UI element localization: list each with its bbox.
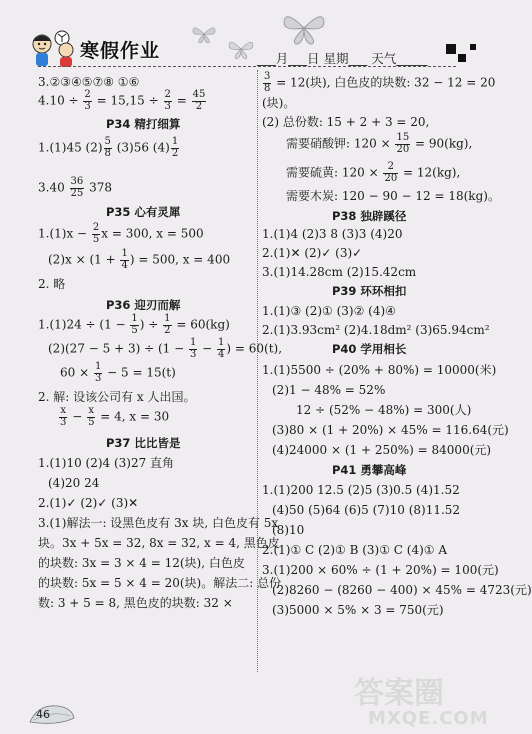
answer-line: 2. 略 <box>38 277 66 291</box>
answer-line: 2. 解: 设该公司有 x 人出国。 <box>38 390 196 404</box>
answer-line: 的块数: 3x = 3 × 4 = 12(块), 白色皮 <box>38 556 245 570</box>
corner-square-icon <box>446 44 456 54</box>
answer-line: 2.(1)✓ (2)✓ (3)✕ <box>38 496 139 510</box>
answer-line: (2)8260 − (8260 − 400) × 45% = 4723(元) <box>272 583 532 597</box>
answer-line: 2.(1)① C (2)① B (3)① C (4)① A <box>262 543 448 557</box>
answer-line: 需要硝酸钾: 120 × $\frac{15}{20}$ = 90(kg), <box>286 132 473 155</box>
answer-line: 1.(1)4 (2)3 8 (3)3 (4)20 <box>262 227 403 241</box>
answer-line: 需要硫黄: 120 × $\frac{2}{20}$ = 12(kg), <box>286 161 461 184</box>
corner-square-icon <box>470 44 476 50</box>
answer-line: 3.(1)14.28cm (2)15.42cm <box>262 265 417 279</box>
answer-line: 数: 3 + 5 = 8, 黑色皮的块数: 32 × <box>38 596 233 610</box>
answer-line: $\frac{x}{3}$ − $\frac{x}{5}$ = 4, x = 30 <box>60 405 170 428</box>
answer-line: 1.(1)10 (2)4 (3)27 直角 <box>38 456 175 470</box>
section-heading-p39: P39 环环相扣 <box>332 284 407 298</box>
answer-line: 3.②③④⑤⑦⑧ ①⑥ <box>38 75 140 89</box>
answer-line: 1.(1)45 (2) $\frac{5}{8}$ (3)56 (4) $\frac{1}{2}$ <box>38 136 179 159</box>
answer-line: 4.10 ÷ $\frac{2}{3}$ = 15,15 ÷ $\frac{2}{3}$ = $\frac{45}{2}$ <box>38 89 206 112</box>
section-heading-p37: P37 比比皆是 <box>106 436 181 450</box>
section-heading-p35: P35 心有灵犀 <box>106 205 181 219</box>
answer-line: (8)10 <box>272 523 305 537</box>
watermark-main-text: 答案圈 <box>354 676 444 711</box>
answer-line: 3.(1)200 × 60% ÷ (1 + 20%) = 100(元) <box>262 563 499 577</box>
answer-line: (4)50 (5)64 (6)5 (7)10 (8)11.52 <box>272 503 461 517</box>
section-heading-p34: P34 精打细算 <box>106 117 181 131</box>
section-heading-p40: P40 学用相长 <box>332 342 407 356</box>
answer-line: 12 ÷ (52% − 48%) = 300(人) <box>296 403 472 417</box>
page-number: 46 <box>36 708 50 721</box>
answer-line: 的块数: 5x = 5 × 4 = 20(块)。解法二: 总份 <box>38 576 282 590</box>
answer-line: 3.(1)解法一: 设黑色皮有 3x 块, 白色皮有 5x <box>38 516 279 530</box>
answer-line: 1.(1)5500 ÷ (20% + 80%) = 10000(米) <box>262 363 497 377</box>
answer-line: $\frac{3}{8}$ = 12(块), 白色皮的块数: 32 − 12 = 20 <box>264 71 496 94</box>
date-weather-line: ___月___日 星期___ 天气_____ <box>257 51 428 66</box>
butterfly-icon <box>282 10 326 46</box>
book-title: 寒假作业 <box>80 40 161 62</box>
answer-line: (2)1 − 48% = 52% <box>272 383 386 397</box>
answer-line: (2)(27 − 5 + 3) ÷ (1 − $\frac{1}{3}$ − $\frac{1}{4}$ ) = 60(t), <box>48 337 283 360</box>
watermark <box>334 664 494 732</box>
answer-line: 60 × $\frac{1}{3}$ − 5 = 15(t) <box>60 361 176 384</box>
answer-line: 需要木炭: 120 − 90 − 12 = 18(kg)。 <box>286 189 500 203</box>
watermark-url-text: MXQE.COM <box>368 708 489 729</box>
butterfly-icon <box>192 24 216 44</box>
answer-line: (3)80 × (1 + 20%) × 45% = 116.64(元) <box>272 423 509 437</box>
section-heading-p38: P38 独辟蹊径 <box>332 209 407 223</box>
section-heading-p41: P41 勇攀高峰 <box>332 463 407 477</box>
corner-square-icon <box>458 54 466 62</box>
answer-line: 1.(1)200 12.5 (2)5 (3)0.5 (4)1.52 <box>262 483 460 497</box>
header-rule <box>38 66 456 67</box>
answer-line: 块。3x + 5x = 32, 8x = 32, x = 4, 黑色皮 <box>38 536 280 550</box>
answer-line: (3)5000 × 5% × 3 = 750(元) <box>272 603 444 617</box>
cartoon-kids-logo-icon <box>28 28 78 68</box>
answer-line: 2.(1)3.93cm² (2)4.18dm² (3)65.94cm² <box>262 323 490 337</box>
answer-line: (2)x × (1 + $\frac{1}{4}$ ) = 500, x = 400 <box>48 248 231 271</box>
page-header <box>0 0 496 70</box>
answer-line: (块)。 <box>262 96 296 110</box>
page-number-badge <box>28 700 76 726</box>
answer-line: (4)20 24 <box>48 476 100 490</box>
answer-line: 2.(1)✕ (2)✓ (3)✓ <box>262 246 363 260</box>
butterfly-icon <box>228 38 254 60</box>
answer-line: 1.(1)24 ÷ (1 − $\frac{1}{5}$ ) ÷ $\frac{1}{2}$ = 60(kg) <box>38 313 230 336</box>
section-heading-p36: P36 迎刃而解 <box>106 298 181 312</box>
answer-line: 1.(1)x − $\frac{2}{5}$ x = 300, x = 500 <box>38 222 204 245</box>
answer-line: (2) 总份数: 15 + 2 + 3 = 20, <box>262 115 430 129</box>
answer-line: (4)24000 × (1 + 250%) = 84000(元) <box>272 443 492 457</box>
answer-line: 1.(1)③ (2)① (3)② (4)④ <box>262 304 396 318</box>
answer-line: 3.40 $\frac{36}{25}$ 378 <box>38 176 112 199</box>
